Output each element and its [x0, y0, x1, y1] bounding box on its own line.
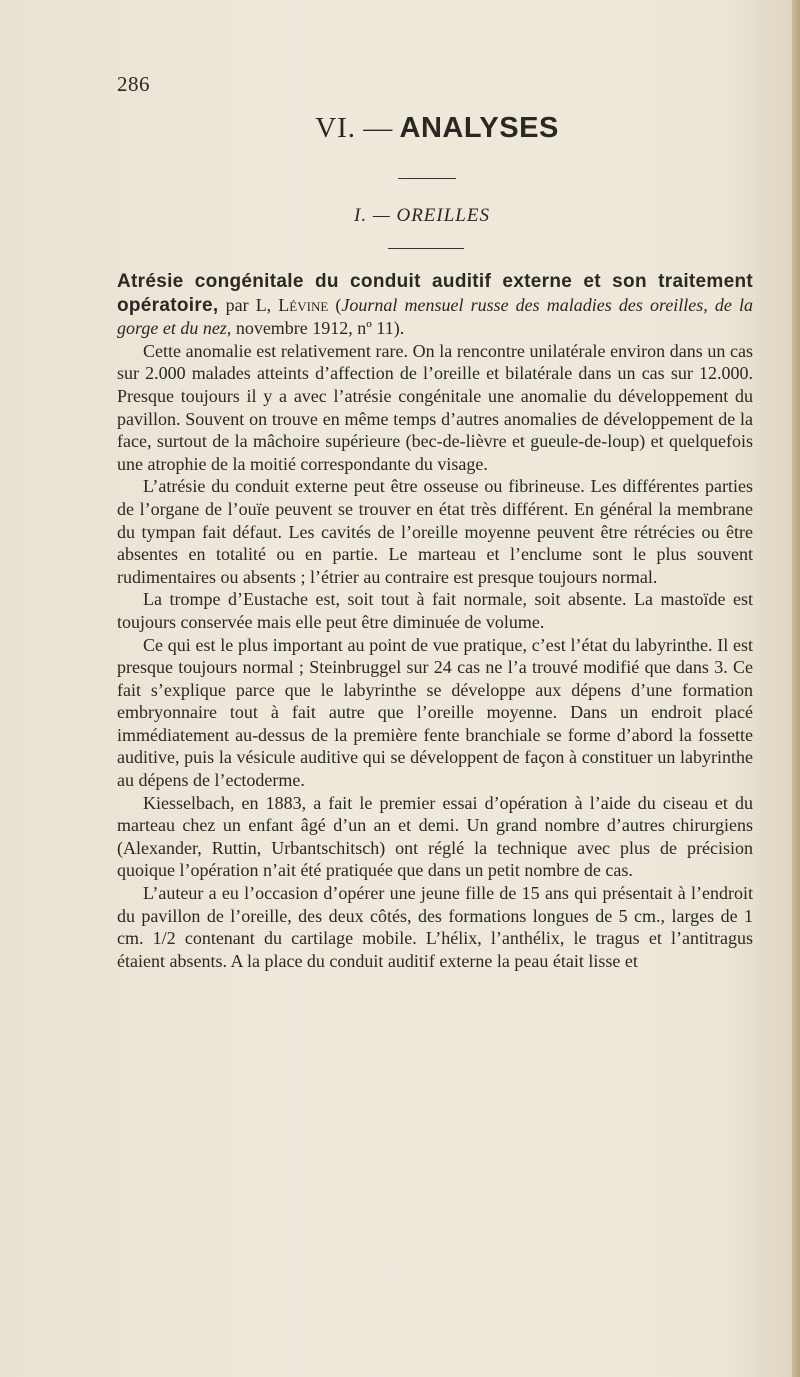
- section-number: VI.: [315, 112, 357, 144]
- article-body: [117, 270, 753, 972]
- section-heading: [0, 112, 800, 145]
- paragraph: Cette anomalie est relativement rare. On la rencontre unilatérale environ dans un cas sur 2.000 malades atteints d’affection de l’oreille et bilatérale dans un cas sur 12.000. Presque toujours il y a avec l’atrésie congénitale une anomalie du développement du pavillon. Souvent on trouve en même temps d’autres anomalies de développement de la face, surtout de la mâchoire supérieure (bec-de-lièvre et gueule-de-loup) et quelquefois une atrophie de la moitié correspondante du visage.: [117, 340, 753, 474]
- article-title: Atrésie congénitale du conduit auditif externe et son traitement opératoire,: [117, 271, 753, 316]
- paragraph: Ce qui est le plus important au point de vue pratique, c’est l’état du labyrinthe. Il est presque toujours normal ; Steinbruggel sur 24 cas ne l’a trouvé modifié que dans 3. Ce fait s’explique parce que le labyrinthe se développe aux dépens d’une formation embryonnaire tout à fait autre que l’oreille moyenne. Dans un endroit placé immédiatement au-dessus de la première fente branchiale se forme d’abord la fossette auditive, puis la vésicule auditive qui se développent de façon à constituer un labyrinthe au dépens de l’ectoderme.: [117, 634, 753, 791]
- article-author: Lévine: [278, 294, 329, 315]
- paragraph: La trompe d’Eustache est, soit tout à fait normale, soit absente. La mastoïde est toujours conservée mais elle peut être diminuée de volume.: [117, 589, 753, 632]
- divider-rule-bottom: [388, 248, 464, 249]
- paragraph: L’auteur a eu l’occasion d’opérer une jeune fille de 15 ans qui présentait à l’endroit du pavillon de l’oreille, des deux côtés, des formations longues de 5 cm., larges de 1 cm. 1/2 contenant du cartilage mobile. L’hélix, l’anthélix, le tragus et l’antitragus étaient absents. A la place du conduit auditif externe la peau était lisse et: [117, 883, 753, 971]
- page-number: 286: [117, 72, 150, 96]
- article-by: par L,: [218, 294, 279, 315]
- article-header: [117, 270, 753, 340]
- section-title: ANALYSES: [399, 112, 559, 144]
- paragraph: L’atrésie du conduit externe peut être osseuse ou fibrineuse. Les différentes parties de l’organe de l’ouïe peuvent se trouver en état très différent. En général la membrane du tympan fait défaut. Les cavités de l’oreille moyenne peuvent être rétrécies ou être absentes en totalité ou en partie. Le marteau et l’enclume sont le plus souvent rudimentaires ou absents ; l’étrier au contraire est presque toujours normal.: [117, 476, 753, 587]
- article-journal: Journal mensuel russe des maladies des oreilles, de la gorge et du nez,: [117, 294, 754, 339]
- paragraph: Kiesselbach, en 1883, a fait le premier essai d’opération à l’aide du ciseau et du marteau chez un enfant âgé d’un an et demi. Un grand nombre d’autres chirurgiens (Alexander, Ruttin, Urbantschitsch) ont réglé la technique avec plus de précision quoique l’opération n’ait été pratiquée que dans un petit nombre de cas.: [117, 792, 753, 881]
- citation-tail: novembre 1912, nº 11).: [231, 318, 405, 339]
- subsection-heading: I. — OREILLES: [354, 205, 490, 226]
- section-dash: —: [363, 112, 393, 144]
- divider-rule-top: [398, 178, 456, 179]
- citation-open: (: [328, 294, 342, 315]
